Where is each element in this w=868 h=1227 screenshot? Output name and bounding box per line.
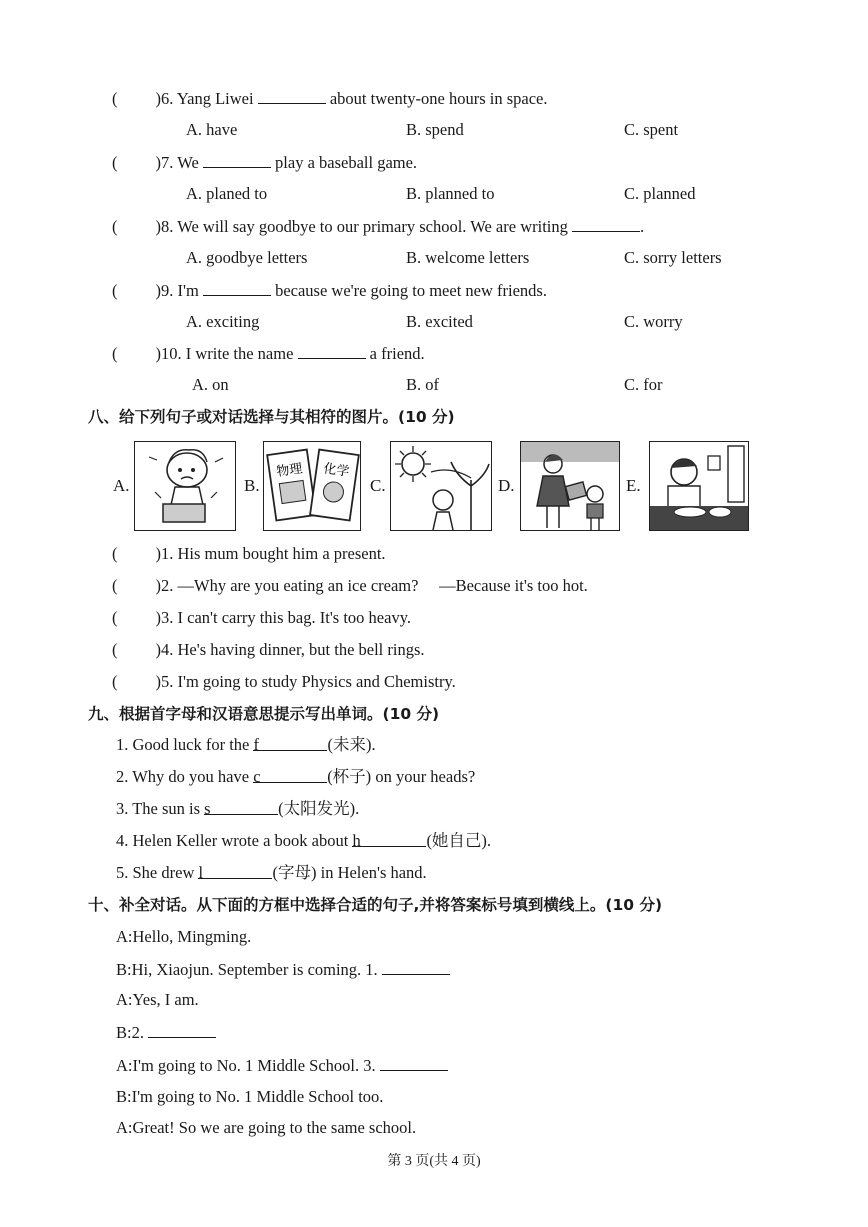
question-text: I'm bbox=[177, 281, 199, 300]
answer-blank[interactable] bbox=[380, 1055, 448, 1071]
picture-a bbox=[134, 441, 236, 531]
answer-bracket[interactable]: ( bbox=[112, 281, 118, 300]
first-letter: s bbox=[204, 799, 211, 818]
picture-b bbox=[263, 441, 361, 531]
answer-blank[interactable] bbox=[572, 216, 640, 232]
question-number: )7. bbox=[155, 153, 174, 172]
physics-book-title: 物理 bbox=[275, 461, 304, 480]
chinese-hint: (未来). bbox=[327, 735, 376, 754]
answer-blank[interactable] bbox=[253, 735, 327, 754]
picture-e bbox=[649, 441, 749, 531]
item-text: )4. He's having dinner, but the bell rings. bbox=[155, 640, 425, 659]
item-text: 5. She drew bbox=[116, 863, 195, 882]
matching-item-4 bbox=[112, 640, 425, 660]
answer-blank[interactable] bbox=[352, 831, 426, 850]
sun-and-child-icon bbox=[391, 442, 492, 531]
option-a: A. on bbox=[192, 375, 229, 394]
option-c: C. worry bbox=[624, 312, 683, 331]
question-number: )9. bbox=[155, 281, 174, 300]
dialogue-text: A:I'm going to No. 1 Middle School. 3. bbox=[116, 1056, 376, 1075]
item-text-end: in Helen's hand. bbox=[320, 863, 427, 882]
answer-blank[interactable] bbox=[148, 1022, 216, 1038]
option-c: C. sorry letters bbox=[624, 248, 722, 267]
matching-item-3 bbox=[112, 608, 411, 628]
first-letter: l bbox=[198, 863, 204, 882]
option-b: B. excited bbox=[406, 312, 473, 331]
item-text: )2. —Why are you eating an ice cream? —Because it's too hot. bbox=[155, 576, 588, 595]
item-text-end: on your heads? bbox=[375, 767, 476, 786]
dialogue-text: B:I'm going to No. 1 Middle School too. bbox=[116, 1087, 384, 1106]
question-7 bbox=[112, 152, 417, 173]
tired-child-icon bbox=[135, 442, 236, 531]
books-icon bbox=[264, 442, 361, 531]
question-10 bbox=[112, 343, 425, 364]
dialogue-line-3 bbox=[116, 990, 199, 1010]
option-c: C. planned bbox=[624, 184, 696, 203]
answer-blank[interactable] bbox=[204, 799, 278, 818]
item-text: 4. Helen Keller wrote a book about bbox=[116, 831, 349, 850]
question-text: I write the name bbox=[185, 344, 294, 363]
answer-bracket[interactable]: ( bbox=[112, 217, 118, 236]
question-6 bbox=[112, 88, 548, 109]
boy-dinner-bell-icon bbox=[650, 442, 749, 531]
option-c: C. spent bbox=[624, 120, 679, 139]
question-9 bbox=[112, 280, 547, 301]
answer-bracket[interactable]: ( bbox=[112, 576, 118, 595]
item-text: )5. I'm going to study Physics and Chemistry. bbox=[155, 672, 456, 691]
item-text: 2. Why do you have bbox=[116, 767, 250, 786]
answer-blank[interactable] bbox=[258, 88, 326, 104]
question-8 bbox=[112, 216, 644, 237]
question-text-end: about twenty-one hours in space. bbox=[329, 89, 548, 108]
answer-bracket[interactable]: ( bbox=[112, 672, 118, 691]
dialogue-line-1 bbox=[116, 927, 251, 947]
first-letter: h bbox=[352, 831, 361, 850]
option-b: B. of bbox=[406, 375, 439, 394]
dialogue-line-4 bbox=[116, 1022, 216, 1043]
chinese-hint: (太阳发光). bbox=[278, 799, 360, 818]
word-item-4 bbox=[116, 831, 491, 851]
question-number: )8. bbox=[155, 217, 174, 236]
matching-item-5 bbox=[112, 672, 456, 692]
chinese-hint: (杯子) bbox=[327, 767, 372, 786]
chinese-hint: (她自己). bbox=[426, 831, 492, 850]
question-text-end: . bbox=[640, 217, 645, 236]
item-text: 1. Good luck for the bbox=[116, 735, 250, 754]
answer-blank[interactable] bbox=[203, 152, 271, 168]
answer-blank[interactable] bbox=[298, 343, 366, 359]
answer-blank[interactable] bbox=[203, 280, 271, 296]
answer-bracket[interactable]: ( bbox=[112, 89, 118, 108]
section-9-title: 九、根据首字母和汉语意思提示写出单词。(10 分) bbox=[88, 705, 440, 723]
question-text: We bbox=[177, 153, 199, 172]
item-text: )1. His mum bought him a present. bbox=[155, 544, 386, 563]
picture-label-a: A. bbox=[113, 476, 130, 495]
option-a: A. exciting bbox=[186, 312, 260, 331]
option-a: A. have bbox=[186, 120, 238, 139]
answer-bracket[interactable]: ( bbox=[112, 608, 118, 627]
first-letter: f bbox=[253, 735, 259, 754]
matching-item-1 bbox=[112, 544, 386, 564]
question-number: )6. bbox=[155, 89, 174, 108]
dialogue-line-6 bbox=[116, 1087, 383, 1107]
page-footer: 第 3 页(共 4 页) bbox=[387, 1154, 481, 1169]
mother-gives-present-icon bbox=[521, 442, 620, 531]
option-a: A. planed to bbox=[186, 184, 268, 203]
picture-d bbox=[520, 441, 620, 531]
word-item-1 bbox=[116, 735, 376, 755]
dialogue-text: A:Yes, I am. bbox=[116, 990, 199, 1009]
option-c: C. for bbox=[624, 375, 663, 394]
dialogue-line-7 bbox=[116, 1118, 416, 1138]
question-text: Yang Liwei bbox=[176, 89, 254, 108]
picture-label-b: B. bbox=[244, 476, 260, 495]
answer-bracket[interactable]: ( bbox=[112, 544, 118, 563]
word-item-2 bbox=[116, 767, 475, 787]
picture-label-e: E. bbox=[626, 476, 641, 495]
option-b: B. welcome letters bbox=[406, 248, 530, 267]
question-text-end: a friend. bbox=[369, 344, 425, 363]
answer-blank[interactable] bbox=[253, 767, 327, 786]
picture-label-c: C. bbox=[370, 476, 386, 495]
dialogue-text: A:Great! So we are going to the same school. bbox=[116, 1118, 417, 1137]
picture-label-d: D. bbox=[498, 476, 515, 495]
first-letter: c bbox=[253, 767, 261, 786]
word-item-5 bbox=[116, 863, 427, 883]
picture-c bbox=[390, 441, 492, 531]
dialogue-text: B:2. bbox=[116, 1023, 144, 1042]
section-10-title: 十、补全对话。从下面的方框中选择合适的句子,并将答案标号填到横线上。(10 分) bbox=[88, 896, 663, 914]
question-text-end: play a baseball game. bbox=[275, 153, 418, 172]
question-text-end: because we're going to meet new friends. bbox=[275, 281, 547, 300]
dialogue-line-2 bbox=[116, 959, 450, 980]
matching-item-2 bbox=[112, 576, 588, 596]
question-text: We will say goodbye to our primary school. We are writing bbox=[177, 217, 568, 236]
dialogue-text: A:Hello, Mingming. bbox=[116, 927, 252, 946]
section-8-title: 八、给下列句子或对话选择与其相符的图片。(10 分) bbox=[88, 408, 455, 426]
word-item-3 bbox=[116, 799, 359, 819]
dialogue-text: B:Hi, Xiaojun. September is coming. 1. bbox=[116, 960, 378, 979]
answer-blank[interactable] bbox=[382, 959, 450, 975]
chinese-hint: (字母) bbox=[272, 863, 317, 882]
answer-bracket[interactable]: ( bbox=[112, 344, 118, 363]
question-number: )10. bbox=[155, 344, 182, 363]
option-b: B. spend bbox=[406, 120, 464, 139]
option-a: A. goodbye letters bbox=[186, 248, 308, 267]
answer-bracket[interactable]: ( bbox=[112, 153, 118, 172]
answer-blank[interactable] bbox=[198, 863, 272, 882]
answer-bracket[interactable]: ( bbox=[112, 640, 118, 659]
chemistry-book-title: 化学 bbox=[322, 461, 351, 480]
option-b: B. planned to bbox=[406, 184, 495, 203]
item-text: 3. The sun is bbox=[116, 799, 201, 818]
dialogue-line-5 bbox=[116, 1055, 448, 1076]
item-text: )3. I can't carry this bag. It's too heavy. bbox=[155, 608, 412, 627]
